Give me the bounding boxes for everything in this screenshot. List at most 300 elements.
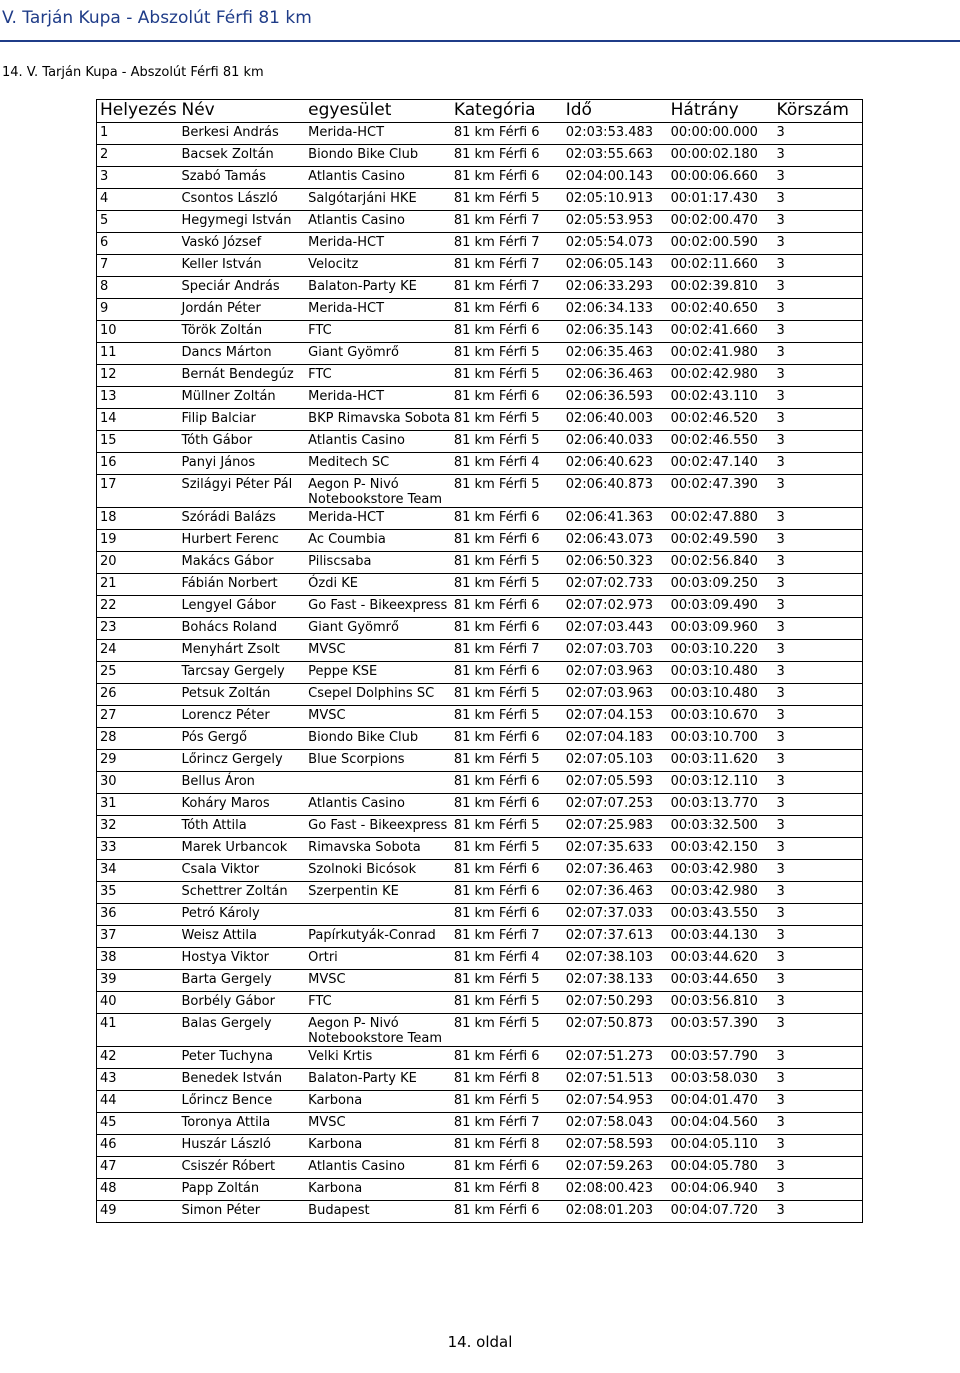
table-row xyxy=(97,1069,863,1091)
cell-time: 02:07:03.703 xyxy=(563,640,668,662)
cell-time: 02:05:10.913 xyxy=(563,189,668,211)
cell-laps: 3 xyxy=(774,948,863,970)
cell-placement: 18 xyxy=(97,508,179,530)
cell-gap: 00:03:32.500 xyxy=(668,816,774,838)
cell-placement: 20 xyxy=(97,552,179,574)
table-row xyxy=(97,860,863,882)
cell-name: Tóth Attila xyxy=(178,816,305,838)
cell-club: Velocitz xyxy=(305,255,451,277)
cell-category: 81 km Férfi 4 xyxy=(451,453,563,475)
cell-time: 02:07:51.273 xyxy=(563,1047,668,1069)
cell-laps: 3 xyxy=(774,1014,863,1047)
cell-time: 02:07:03.963 xyxy=(563,684,668,706)
cell-laps: 3 xyxy=(774,211,863,233)
cell-name: Dancs Márton xyxy=(178,343,305,365)
cell-category: 81 km Férfi 6 xyxy=(451,904,563,926)
cell-time: 02:08:01.203 xyxy=(563,1201,668,1223)
cell-name: Makács Gábor xyxy=(178,552,305,574)
cell-time: 02:05:53.953 xyxy=(563,211,668,233)
cell-gap: 00:01:17.430 xyxy=(668,189,774,211)
cell-placement: 7 xyxy=(97,255,179,277)
cell-time: 02:06:36.593 xyxy=(563,387,668,409)
cell-time: 02:07:50.293 xyxy=(563,992,668,1014)
cell-time: 02:07:03.443 xyxy=(563,618,668,640)
cell-laps: 3 xyxy=(774,189,863,211)
cell-time: 02:07:36.463 xyxy=(563,860,668,882)
cell-placement: 8 xyxy=(97,277,179,299)
cell-category: 81 km Férfi 6 xyxy=(451,145,563,167)
cell-placement: 32 xyxy=(97,816,179,838)
cell-club: Balaton-Party KE xyxy=(305,1069,451,1091)
cell-category: 81 km Férfi 6 xyxy=(451,794,563,816)
cell-club: Merida-HCT xyxy=(305,233,451,255)
table-row xyxy=(97,640,863,662)
cell-placement: 23 xyxy=(97,618,179,640)
cell-laps: 3 xyxy=(774,365,863,387)
cell-club: Karbona xyxy=(305,1091,451,1113)
cell-gap: 00:03:10.480 xyxy=(668,662,774,684)
cell-category: 81 km Férfi 6 xyxy=(451,387,563,409)
cell-laps: 3 xyxy=(774,904,863,926)
cell-club: Ac Coumbia xyxy=(305,530,451,552)
cell-placement: 34 xyxy=(97,860,179,882)
cell-placement: 16 xyxy=(97,453,179,475)
cell-category: 81 km Férfi 5 xyxy=(451,475,563,508)
cell-laps: 3 xyxy=(774,1069,863,1091)
cell-gap: 00:03:57.390 xyxy=(668,1014,774,1047)
cell-placement: 2 xyxy=(97,145,179,167)
table-header-row xyxy=(97,100,863,123)
cell-name: Peter Tuchyna xyxy=(178,1047,305,1069)
cell-time: 02:06:05.143 xyxy=(563,255,668,277)
cell-time: 02:07:54.953 xyxy=(563,1091,668,1113)
cell-gap: 00:03:10.220 xyxy=(668,640,774,662)
cell-club: Go Fast - Bikeexpress xyxy=(305,596,451,618)
cell-placement: 11 xyxy=(97,343,179,365)
cell-time: 02:07:50.873 xyxy=(563,1014,668,1047)
cell-time: 02:07:59.263 xyxy=(563,1157,668,1179)
header-club: egyesület xyxy=(305,100,451,123)
cell-gap: 00:02:47.390 xyxy=(668,475,774,508)
cell-time: 02:07:25.983 xyxy=(563,816,668,838)
cell-club: Atlantis Casino xyxy=(305,167,451,189)
cell-time: 02:07:38.133 xyxy=(563,970,668,992)
cell-category: 81 km Férfi 5 xyxy=(451,574,563,596)
cell-name: Petsuk Zoltán xyxy=(178,684,305,706)
cell-category: 81 km Férfi 6 xyxy=(451,728,563,750)
cell-category: 81 km Férfi 6 xyxy=(451,772,563,794)
cell-name: Hegymegi István xyxy=(178,211,305,233)
cell-category: 81 km Férfi 8 xyxy=(451,1179,563,1201)
cell-placement: 1 xyxy=(97,123,179,145)
cell-placement: 45 xyxy=(97,1113,179,1135)
cell-club: MVSC xyxy=(305,1113,451,1135)
cell-name: Hostya Viktor xyxy=(178,948,305,970)
table-row xyxy=(97,948,863,970)
title-divider xyxy=(0,40,960,42)
cell-placement: 40 xyxy=(97,992,179,1014)
cell-name: Bellus Áron xyxy=(178,772,305,794)
table-row xyxy=(97,1157,863,1179)
cell-gap: 00:04:05.780 xyxy=(668,1157,774,1179)
cell-name: Weisz Attila xyxy=(178,926,305,948)
cell-placement: 44 xyxy=(97,1091,179,1113)
cell-gap: 00:03:58.030 xyxy=(668,1069,774,1091)
cell-club: Csepel Dolphins SC xyxy=(305,684,451,706)
cell-name: Szabó Tamás xyxy=(178,167,305,189)
cell-time: 02:07:02.973 xyxy=(563,596,668,618)
cell-name: Simon Péter xyxy=(178,1201,305,1223)
cell-club: Aegon P- Nivó Notebookstore Team xyxy=(305,475,451,508)
cell-placement: 12 xyxy=(97,365,179,387)
cell-category: 81 km Férfi 5 xyxy=(451,970,563,992)
cell-name: Speciár András xyxy=(178,277,305,299)
cell-placement: 46 xyxy=(97,1135,179,1157)
cell-time: 02:07:05.103 xyxy=(563,750,668,772)
cell-time: 02:07:58.043 xyxy=(563,1113,668,1135)
table-row xyxy=(97,508,863,530)
table-row xyxy=(97,1014,863,1047)
cell-gap: 00:02:46.520 xyxy=(668,409,774,431)
cell-placement: 31 xyxy=(97,794,179,816)
cell-placement: 15 xyxy=(97,431,179,453)
cell-gap: 00:03:09.250 xyxy=(668,574,774,596)
table-row xyxy=(97,1113,863,1135)
cell-name: Tóth Gábor xyxy=(178,431,305,453)
cell-laps: 3 xyxy=(774,860,863,882)
cell-laps: 3 xyxy=(774,145,863,167)
cell-gap: 00:03:11.620 xyxy=(668,750,774,772)
cell-name: Berkesi András xyxy=(178,123,305,145)
cell-category: 81 km Férfi 6 xyxy=(451,530,563,552)
cell-laps: 3 xyxy=(774,321,863,343)
table-row xyxy=(97,1047,863,1069)
section-heading: 14. V. Tarján Kupa - Abszolút Férfi 81 km xyxy=(2,65,264,80)
table-row xyxy=(97,321,863,343)
cell-name: Lőrincz Gergely xyxy=(178,750,305,772)
cell-club: MVSC xyxy=(305,640,451,662)
cell-gap: 00:03:42.980 xyxy=(668,882,774,904)
cell-time: 02:07:03.963 xyxy=(563,662,668,684)
header-laps: Körszám xyxy=(774,100,863,123)
cell-category: 81 km Férfi 5 xyxy=(451,838,563,860)
cell-name: Keller István xyxy=(178,255,305,277)
cell-gap: 00:02:39.810 xyxy=(668,277,774,299)
document-title: V. Tarján Kupa - Abszolút Férfi 81 km xyxy=(2,8,312,28)
cell-name: Török Zoltán xyxy=(178,321,305,343)
cell-club: BKP Rimavska Sobota xyxy=(305,409,451,431)
cell-gap: 00:02:49.590 xyxy=(668,530,774,552)
cell-placement: 17 xyxy=(97,475,179,508)
cell-laps: 3 xyxy=(774,1091,863,1113)
cell-category: 81 km Férfi 7 xyxy=(451,1113,563,1135)
cell-laps: 3 xyxy=(774,475,863,508)
cell-placement: 43 xyxy=(97,1069,179,1091)
cell-placement: 13 xyxy=(97,387,179,409)
cell-club: Atlantis Casino xyxy=(305,211,451,233)
cell-time: 02:05:54.073 xyxy=(563,233,668,255)
cell-time: 02:07:36.463 xyxy=(563,882,668,904)
cell-laps: 3 xyxy=(774,552,863,574)
cell-category: 81 km Férfi 5 xyxy=(451,992,563,1014)
cell-category: 81 km Férfi 5 xyxy=(451,1014,563,1047)
cell-name: Koháry Maros xyxy=(178,794,305,816)
table-row xyxy=(97,728,863,750)
cell-club: Budapest xyxy=(305,1201,451,1223)
cell-placement: 6 xyxy=(97,233,179,255)
cell-time: 02:06:41.363 xyxy=(563,508,668,530)
cell-placement: 22 xyxy=(97,596,179,618)
cell-name: Pós Gergő xyxy=(178,728,305,750)
cell-laps: 3 xyxy=(774,1179,863,1201)
cell-category: 81 km Férfi 5 xyxy=(451,552,563,574)
cell-name: Marek Urbancok xyxy=(178,838,305,860)
cell-laps: 3 xyxy=(774,1201,863,1223)
cell-placement: 33 xyxy=(97,838,179,860)
cell-gap: 00:02:00.590 xyxy=(668,233,774,255)
cell-name: Huszár László xyxy=(178,1135,305,1157)
cell-gap: 00:00:06.660 xyxy=(668,167,774,189)
cell-placement: 48 xyxy=(97,1179,179,1201)
cell-time: 02:06:40.873 xyxy=(563,475,668,508)
table-row xyxy=(97,530,863,552)
cell-name: Borbély Gábor xyxy=(178,992,305,1014)
cell-laps: 3 xyxy=(774,596,863,618)
cell-time: 02:06:40.003 xyxy=(563,409,668,431)
cell-name: Bacsek Zoltán xyxy=(178,145,305,167)
cell-gap: 00:02:56.840 xyxy=(668,552,774,574)
table-row xyxy=(97,365,863,387)
table-row xyxy=(97,189,863,211)
table-row xyxy=(97,233,863,255)
cell-category: 81 km Férfi 7 xyxy=(451,640,563,662)
cell-category: 81 km Férfi 5 xyxy=(451,431,563,453)
cell-time: 02:07:37.613 xyxy=(563,926,668,948)
cell-category: 81 km Férfi 8 xyxy=(451,1135,563,1157)
cell-club: Atlantis Casino xyxy=(305,1157,451,1179)
cell-laps: 3 xyxy=(774,750,863,772)
cell-club: FTC xyxy=(305,365,451,387)
cell-category: 81 km Férfi 7 xyxy=(451,233,563,255)
cell-gap: 00:04:04.560 xyxy=(668,1113,774,1135)
cell-laps: 3 xyxy=(774,343,863,365)
cell-gap: 00:03:09.960 xyxy=(668,618,774,640)
table-row xyxy=(97,684,863,706)
cell-name: Lengyel Gábor xyxy=(178,596,305,618)
cell-placement: 25 xyxy=(97,662,179,684)
cell-club: Merida-HCT xyxy=(305,387,451,409)
cell-category: 81 km Férfi 6 xyxy=(451,596,563,618)
cell-laps: 3 xyxy=(774,123,863,145)
table-row xyxy=(97,211,863,233)
table-row xyxy=(97,1135,863,1157)
table-row xyxy=(97,904,863,926)
cell-category: 81 km Férfi 6 xyxy=(451,882,563,904)
cell-laps: 3 xyxy=(774,882,863,904)
cell-placement: 35 xyxy=(97,882,179,904)
cell-placement: 49 xyxy=(97,1201,179,1223)
cell-club: Meditech SC xyxy=(305,453,451,475)
cell-laps: 3 xyxy=(774,662,863,684)
cell-club: Szolnoki Bicósok xyxy=(305,860,451,882)
cell-laps: 3 xyxy=(774,167,863,189)
cell-category: 81 km Férfi 6 xyxy=(451,321,563,343)
cell-category: 81 km Férfi 6 xyxy=(451,508,563,530)
header-time: Idő xyxy=(563,100,668,123)
cell-placement: 24 xyxy=(97,640,179,662)
cell-name: Filip Balciar xyxy=(178,409,305,431)
cell-laps: 3 xyxy=(774,574,863,596)
cell-category: 81 km Férfi 7 xyxy=(451,211,563,233)
cell-gap: 00:03:42.150 xyxy=(668,838,774,860)
cell-club: Piliscsaba xyxy=(305,552,451,574)
cell-placement: 3 xyxy=(97,167,179,189)
cell-category: 81 km Férfi 5 xyxy=(451,750,563,772)
cell-name: Bohács Roland xyxy=(178,618,305,640)
cell-placement: 4 xyxy=(97,189,179,211)
table-row xyxy=(97,816,863,838)
table-row xyxy=(97,662,863,684)
cell-laps: 3 xyxy=(774,255,863,277)
cell-category: 81 km Férfi 6 xyxy=(451,1201,563,1223)
cell-gap: 00:02:46.550 xyxy=(668,431,774,453)
cell-gap: 00:04:05.110 xyxy=(668,1135,774,1157)
cell-club: Papírkutyák-Conrad xyxy=(305,926,451,948)
cell-club: Blue Scorpions xyxy=(305,750,451,772)
cell-laps: 3 xyxy=(774,640,863,662)
table-row xyxy=(97,1201,863,1223)
table-row xyxy=(97,1179,863,1201)
cell-gap: 00:03:43.550 xyxy=(668,904,774,926)
cell-name: Benedek István xyxy=(178,1069,305,1091)
cell-club: Karbona xyxy=(305,1135,451,1157)
cell-placement: 47 xyxy=(97,1157,179,1179)
table-row xyxy=(97,596,863,618)
cell-gap: 00:02:47.880 xyxy=(668,508,774,530)
cell-name: Csontos László xyxy=(178,189,305,211)
page-number: 14. oldal xyxy=(447,1333,513,1351)
results-body xyxy=(97,123,863,1223)
cell-club: Salgótarjáni HKE xyxy=(305,189,451,211)
cell-laps: 3 xyxy=(774,299,863,321)
cell-name: Csala Viktor xyxy=(178,860,305,882)
cell-gap: 00:03:10.670 xyxy=(668,706,774,728)
cell-name: Vaskó József xyxy=(178,233,305,255)
cell-laps: 3 xyxy=(774,431,863,453)
cell-club: Ózdi KE xyxy=(305,574,451,596)
cell-club: Szerpentin KE xyxy=(305,882,451,904)
cell-club: Rimavska Sobota xyxy=(305,838,451,860)
cell-gap: 00:03:10.480 xyxy=(668,684,774,706)
cell-time: 02:08:00.423 xyxy=(563,1179,668,1201)
cell-name: Papp Zoltán xyxy=(178,1179,305,1201)
cell-laps: 3 xyxy=(774,277,863,299)
cell-time: 02:06:34.133 xyxy=(563,299,668,321)
cell-gap: 00:03:12.110 xyxy=(668,772,774,794)
cell-category: 81 km Férfi 6 xyxy=(451,860,563,882)
cell-laps: 3 xyxy=(774,1135,863,1157)
cell-club: Aegon P- Nivó Notebookstore Team xyxy=(305,1014,451,1047)
cell-club: FTC xyxy=(305,321,451,343)
cell-club: MVSC xyxy=(305,970,451,992)
cell-gap: 00:00:00.000 xyxy=(668,123,774,145)
cell-gap: 00:03:44.650 xyxy=(668,970,774,992)
cell-laps: 3 xyxy=(774,387,863,409)
table-row xyxy=(97,970,863,992)
cell-club: MVSC xyxy=(305,706,451,728)
cell-gap: 00:03:13.770 xyxy=(668,794,774,816)
cell-time: 02:06:36.463 xyxy=(563,365,668,387)
cell-placement: 28 xyxy=(97,728,179,750)
table-row xyxy=(97,992,863,1014)
cell-time: 02:07:05.593 xyxy=(563,772,668,794)
cell-time: 02:06:40.033 xyxy=(563,431,668,453)
cell-club: Ortri xyxy=(305,948,451,970)
cell-placement: 30 xyxy=(97,772,179,794)
cell-name: Tarcsay Gergely xyxy=(178,662,305,684)
cell-placement: 42 xyxy=(97,1047,179,1069)
cell-time: 02:06:43.073 xyxy=(563,530,668,552)
header-placement: Helyezés xyxy=(97,100,179,123)
cell-placement: 10 xyxy=(97,321,179,343)
table-row xyxy=(97,1091,863,1113)
cell-name: Lorencz Péter xyxy=(178,706,305,728)
cell-time: 02:07:04.153 xyxy=(563,706,668,728)
cell-placement: 5 xyxy=(97,211,179,233)
table-row xyxy=(97,431,863,453)
cell-name: Panyi János xyxy=(178,453,305,475)
cell-laps: 3 xyxy=(774,838,863,860)
table-row xyxy=(97,552,863,574)
cell-laps: 3 xyxy=(774,1047,863,1069)
cell-category: 81 km Férfi 5 xyxy=(451,684,563,706)
cell-gap: 00:02:00.470 xyxy=(668,211,774,233)
cell-name: Bernát Bendegúz xyxy=(178,365,305,387)
header-name: Név xyxy=(178,100,305,123)
cell-time: 02:06:50.323 xyxy=(563,552,668,574)
cell-laps: 3 xyxy=(774,794,863,816)
cell-name: Csiszér Róbert xyxy=(178,1157,305,1179)
cell-category: 81 km Férfi 6 xyxy=(451,167,563,189)
cell-category: 81 km Férfi 8 xyxy=(451,1069,563,1091)
cell-time: 02:07:38.103 xyxy=(563,948,668,970)
cell-gap: 00:04:07.720 xyxy=(668,1201,774,1223)
cell-time: 02:07:02.733 xyxy=(563,574,668,596)
cell-category: 81 km Férfi 5 xyxy=(451,816,563,838)
cell-gap: 00:04:01.470 xyxy=(668,1091,774,1113)
cell-club xyxy=(305,904,451,926)
cell-category: 81 km Férfi 5 xyxy=(451,1091,563,1113)
table-row xyxy=(97,277,863,299)
table-row xyxy=(97,794,863,816)
table-row xyxy=(97,926,863,948)
cell-gap: 00:02:41.980 xyxy=(668,343,774,365)
cell-gap: 00:03:09.490 xyxy=(668,596,774,618)
cell-gap: 00:02:43.110 xyxy=(668,387,774,409)
cell-gap: 00:02:40.650 xyxy=(668,299,774,321)
cell-placement: 41 xyxy=(97,1014,179,1047)
cell-club: Merida-HCT xyxy=(305,299,451,321)
table-row xyxy=(97,167,863,189)
table-row xyxy=(97,882,863,904)
cell-laps: 3 xyxy=(774,816,863,838)
cell-name: Müllner Zoltán xyxy=(178,387,305,409)
results-table xyxy=(96,99,863,1223)
table-row xyxy=(97,706,863,728)
cell-placement: 14 xyxy=(97,409,179,431)
cell-name: Szilágyi Péter Pál xyxy=(178,475,305,508)
cell-time: 02:03:55.663 xyxy=(563,145,668,167)
